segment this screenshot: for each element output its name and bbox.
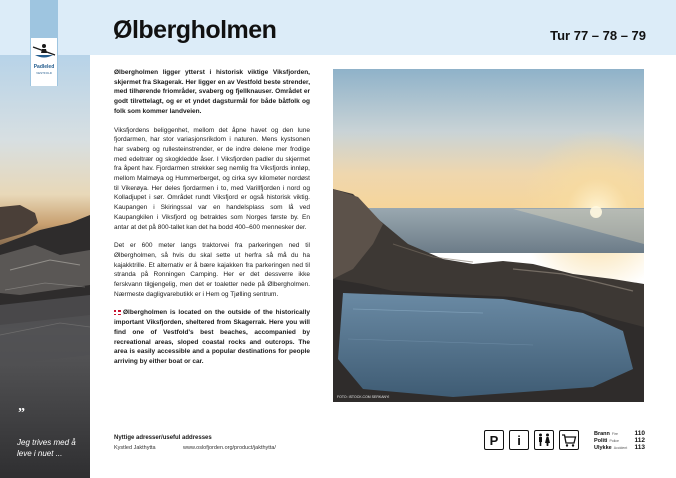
logo-label: Padleled <box>33 64 55 70</box>
logo-top-band <box>31 0 57 38</box>
logo-sub: VESTFOLD <box>36 71 52 75</box>
emergency-police <box>594 438 619 444</box>
uk-flag-icon <box>114 310 121 315</box>
emergency-police-sub: Police <box>609 439 619 443</box>
shopping-cart-icon <box>559 430 579 450</box>
parking-icon: P <box>484 430 504 450</box>
sunset-rock-pool-image <box>333 69 644 402</box>
information-icon: i <box>509 430 529 450</box>
cart-graphic <box>561 432 577 448</box>
intro-paragraph: Ølbergholmen ligger ytterst i historisk viktige Viksfjorden, skjermet fra Skagerak. Her ligger en av Vestfold beste strender, med tilhørende friområder, svaberg og fjellknauser. Området er godt tilrettelagt, og er et yndet dagsturmål for både båtfolk og folk som kommer landveien. <box>114 69 310 115</box>
toilet-icon <box>534 430 554 450</box>
english-summary <box>114 308 310 366</box>
body-paragraph-1: Viksfjordens beliggenhet, mellom det åpne havet og den lune fjordarmen, har stor variasjonsrikdom i naturen. Mens kystsonen har svaberg og rullesteinstrender, er de indre delene mer frodige med edeltrær og skogkledde åser. I Viksfjorden padler du skjermet fra åpent hav. Fjordarmen strekker seg nemlig fra Viksfjords innløp, mellom Malmøya og Hummerberget, og cirka syv kilometer nordøst til Vikerøya. Her deles fjordarmen i to, med Varillfjorden i nord og Kolladjupet i sør. Området rundt Viksfjord er også historisk viktig. Kaupangen i Skiringssal var en handelsplass som lå ved Kaupangkilen i Viksfjord og betraktes som Norges første by. En antar at det på 800-tallet kan det ha bodd 400–600 mennesker der. <box>114 126 310 231</box>
quote-mark: ” <box>18 406 25 421</box>
addresses-title: Nyttige adresser/useful addresses <box>114 435 212 441</box>
emergency-police-number: 112 <box>634 437 645 444</box>
emergency-fire-label: Brann <box>594 431 610 437</box>
photo-credit: FOTO: ISTOCK.COM SERKANYI <box>337 395 390 399</box>
toilet-figures-graphic <box>536 432 552 448</box>
emergency-fire <box>594 431 618 437</box>
sidebar-coast-photo <box>0 55 90 478</box>
emergency-accident-number: 113 <box>634 444 645 451</box>
emergency-fire-number: 110 <box>634 430 645 437</box>
body-paragraph-2: Det er 600 meter langs traktorvei fra parkeringen ned til Ølbergholmen, så hvis du skal sette ut herfra så må du ha kajakktrille. Et alternativ er å bære kajakken fra parkeringen ned til stranda på Ronningen Camping. Her er det dessverre ikke ferskvann tilgjengelig, men det er toaletter nede på Ølbergholmen. Nærmeste dagligvarebutikk er i Hem og Tjølling sentrum. <box>114 242 310 298</box>
emergency-accident <box>594 445 627 451</box>
emergency-police-label: Politi <box>594 438 608 444</box>
main-photo <box>333 69 644 402</box>
emergency-accident-label: Ulykke <box>594 445 612 451</box>
kayaker-icon <box>31 41 57 63</box>
article-text <box>114 68 310 376</box>
tour-numbers: Tur 77 – 78 – 79 <box>550 28 646 43</box>
sidebar-quote: Jeg trives med å leve i nuet ... <box>17 438 76 458</box>
coast-rocks-image <box>0 55 90 478</box>
english-text: Ølbergholmen is located on the outside of the historically important Viksfjorden, sheltered from Skagerrak. Here you will find one of Vestfold's best beaches, accompanied by recreational areas, sloped coastal rocks and outcrops. The area is easily accessible and a popular destinations for people arriving by either boat or car. <box>114 309 310 365</box>
emergency-accident-sub: Accident <box>613 446 628 450</box>
address-name: Kystled Jakthytta <box>114 445 156 451</box>
emergency-fire-sub: Fire <box>611 432 618 436</box>
page-title: Ølbergholmen <box>113 16 277 44</box>
padleled-logo <box>30 0 58 86</box>
address-url[interactable]: www.oslofjorden.org/product/jakthytta/ <box>183 445 276 451</box>
